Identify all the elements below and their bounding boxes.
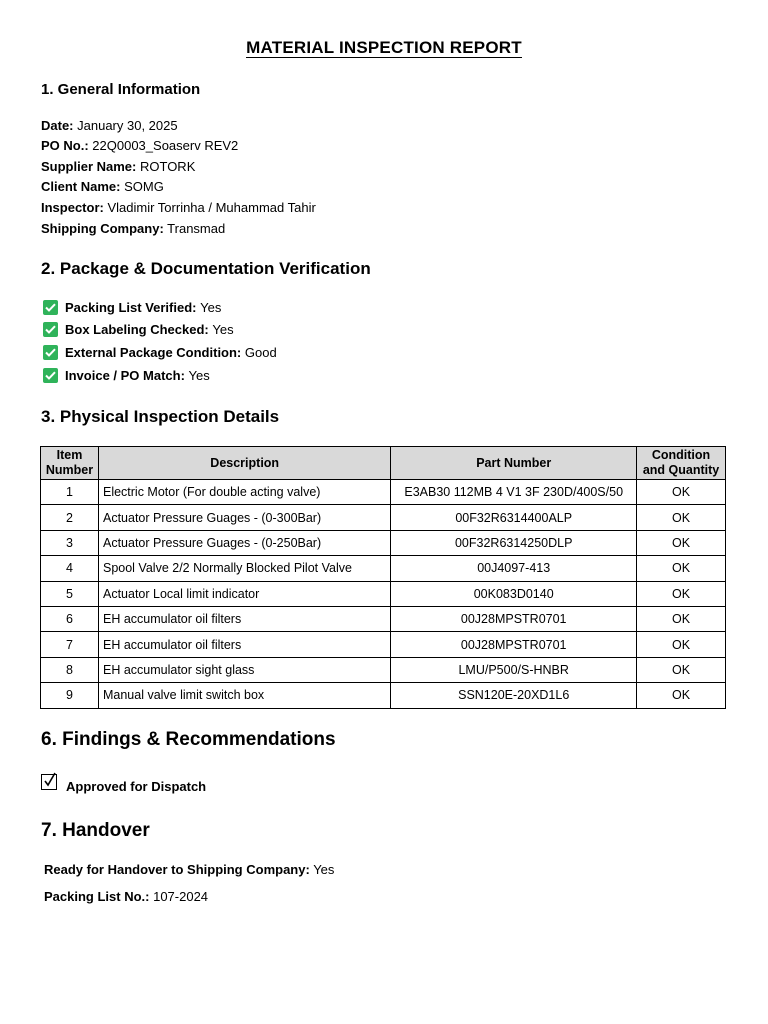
cell-item-number: 3: [41, 530, 99, 555]
cell-description: Actuator Pressure Guages - (0-250Bar): [98, 530, 390, 555]
cell-condition: OK: [637, 657, 726, 682]
cell-part-number: 00J4097-413: [391, 556, 637, 581]
column-header: Item Number: [41, 447, 99, 480]
field-supplier: Supplier Name: ROTORK: [41, 159, 196, 174]
table-row: [41, 505, 726, 530]
cell-condition: OK: [637, 556, 726, 581]
cell-part-number: 00K083D0140: [391, 581, 637, 606]
verification-item: Box Labeling Checked: Yes: [43, 322, 234, 337]
cell-condition: OK: [637, 632, 726, 657]
field-client: Client Name: SOMG: [41, 179, 164, 194]
field-inspector: Inspector: Vladimir Torrinha / Muhammad Tahir: [41, 200, 316, 215]
verification-item: Packing List Verified: Yes: [43, 300, 221, 315]
cell-part-number: LMU/P500/S-HNBR: [391, 657, 637, 682]
cell-description: Electric Motor (For double acting valve): [98, 480, 390, 505]
table-row: [41, 530, 726, 555]
table-row: [41, 480, 726, 505]
cell-item-number: 6: [41, 606, 99, 631]
cell-part-number: 00J28MPSTR0701: [391, 632, 637, 657]
cell-description: Spool Valve 2/2 Normally Blocked Pilot Valve: [98, 556, 390, 581]
field-po-number: PO No.: 22Q0003_Soaserv REV2: [41, 138, 239, 153]
check-icon: [43, 322, 58, 337]
cell-part-number: E3AB30 112MB 4 V1 3F 230D/400S/50: [391, 480, 637, 505]
cell-description: EH accumulator oil filters: [98, 632, 390, 657]
field-shipping-company: Shipping Company: Transmad: [41, 221, 226, 236]
verification-item: External Package Condition: Good: [43, 345, 277, 360]
cell-part-number: 00F32R6314250DLP: [391, 530, 637, 555]
general-heading: 1. General Information: [41, 81, 201, 98]
cell-item-number: 4: [41, 556, 99, 581]
cell-condition: OK: [637, 480, 726, 505]
cell-item-number: 9: [41, 683, 99, 708]
physical-heading: 3. Physical Inspection Details: [41, 407, 280, 426]
cell-item-number: 2: [41, 505, 99, 530]
verification-item: Invoice / PO Match: Yes: [43, 368, 210, 383]
cell-description: Manual valve limit switch box: [98, 683, 390, 708]
approval-line: [41, 778, 206, 794]
cell-condition: OK: [637, 505, 726, 530]
cell-part-number: SSN120E-20XD1L6: [391, 683, 637, 708]
cell-item-number: 5: [41, 581, 99, 606]
cell-description: Actuator Local limit indicator: [98, 581, 390, 606]
column-header: Description: [98, 447, 390, 480]
table-row: [41, 556, 726, 581]
cell-item-number: 1: [41, 480, 99, 505]
cell-description: Actuator Pressure Guages - (0-300Bar): [98, 505, 390, 530]
field-packing-list-number: Packing List No.: 107-2024: [44, 889, 209, 904]
column-header: Condition and Quantity: [637, 447, 726, 480]
cell-condition: OK: [637, 530, 726, 555]
table-row: [41, 632, 726, 657]
findings-heading: 6. Findings & Recommendations: [41, 729, 336, 750]
check-icon: [43, 300, 58, 315]
cell-part-number: 00F32R6314400ALP: [391, 505, 637, 530]
cell-condition: OK: [637, 606, 726, 631]
column-header: Part Number: [391, 447, 637, 480]
cell-item-number: 7: [41, 632, 99, 657]
verification-heading: 2. Package & Documentation Verification: [41, 259, 371, 278]
cell-condition: OK: [637, 581, 726, 606]
table-header-row: [41, 447, 726, 480]
checkbox-checked-icon: [41, 774, 57, 790]
approval-label: Approved for Dispatch: [66, 778, 207, 794]
check-icon: [43, 345, 58, 360]
field-date: Date: January 30, 2025: [41, 118, 178, 133]
field-ready-for-handover: Ready for Handover to Shipping Company: Yes: [44, 862, 335, 877]
cell-description: EH accumulator sight glass: [98, 657, 390, 682]
report-title: MATERIAL INSPECTION REPORT: [246, 38, 522, 57]
cell-description: EH accumulator oil filters: [98, 606, 390, 631]
inspection-table: [40, 446, 726, 709]
cell-item-number: 8: [41, 657, 99, 682]
cell-part-number: 00J28MPSTR0701: [391, 606, 637, 631]
table-row: [41, 657, 726, 682]
table-row: [41, 683, 726, 708]
table-row: [41, 581, 726, 606]
check-icon: [43, 368, 58, 383]
table-row: [41, 606, 726, 631]
cell-condition: OK: [637, 683, 726, 708]
handover-heading: 7. Handover: [41, 820, 150, 841]
